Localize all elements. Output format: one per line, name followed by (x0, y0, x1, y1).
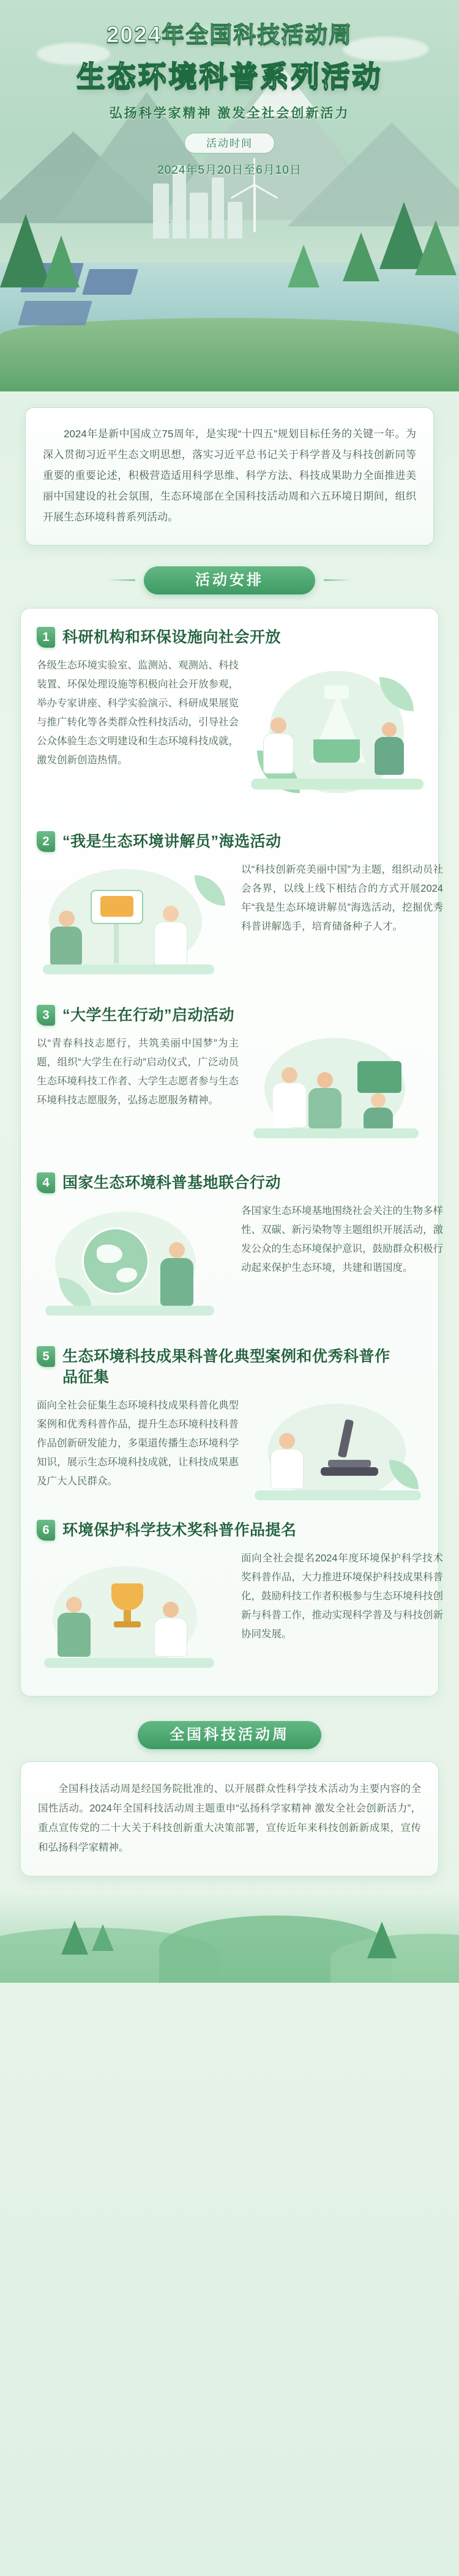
activity-body: 以“青春科技志愿行，共筑美丽中国梦”为主题，组织“大学生在行动”启动仪式，广泛动员生态环境科技工作者、大学生志愿者参与生态环境科技志愿服务，弘扬志愿服务精神。 (37, 1038, 239, 1106)
person-body (50, 927, 82, 966)
activity-number: 6 (37, 1520, 55, 1541)
building-shape (212, 177, 224, 239)
activity-time-text: 2024年5月20日至6月10日 (157, 164, 302, 177)
activity-header (37, 1005, 422, 1026)
activity-number: 5 (37, 1346, 55, 1367)
activity-title: 生态环境科技成果科普化典型案例和优秀科普作品征集 (62, 1348, 390, 1386)
tree-shape (92, 1924, 114, 1951)
section-title-week: 全国科技活动周 (138, 1721, 321, 1749)
building-shape (153, 183, 169, 239)
person-body (271, 1449, 304, 1489)
ground-line (44, 1658, 214, 1668)
activity-number: 1 (37, 627, 55, 648)
activity-item (37, 1005, 422, 1152)
tree-shape (343, 232, 379, 281)
ground-line (43, 964, 214, 974)
hero-title-block (0, 16, 459, 177)
activity-illustration (37, 863, 233, 985)
person-avatar (271, 717, 286, 733)
globe-land (97, 1245, 122, 1263)
activity-header (37, 831, 422, 852)
tree-shape (61, 1920, 88, 1955)
activity-title: “我是生态环境讲解员”海选活动 (62, 833, 282, 850)
activity-number: 2 (37, 831, 55, 852)
tree-shape (43, 235, 80, 287)
leaf-icon (195, 875, 225, 906)
ground-line (255, 1490, 421, 1500)
person-avatar (371, 1093, 386, 1108)
ground-line (251, 779, 424, 790)
page-title-line1: 2024年全国科技活动周 (106, 22, 353, 47)
activity-title: “大学生在行动”启动活动 (62, 1007, 235, 1024)
stand-pole (114, 924, 119, 963)
wind-turbine-icon (253, 183, 256, 232)
person-avatar (66, 1597, 82, 1613)
activity-body: 面向全社会征集生态环境科技成果科普化典型案例和优秀科普作品，提升生态环境科技科普作品创新研发能力，多渠道传播生态环境科学知识，展示生态环境科技成就，让科技成果惠及广大人民群众。 (37, 1400, 239, 1487)
activity-item (37, 1520, 443, 1673)
banner-board (357, 1061, 401, 1093)
activity-number: 4 (37, 1172, 55, 1193)
scoreboard-number (100, 896, 133, 917)
section-title-activities: 活动安排 (144, 566, 315, 594)
activities-panel (20, 608, 443, 1697)
person-body (375, 737, 404, 775)
activity-illustration (251, 659, 424, 805)
solar-panel-icon (82, 269, 138, 295)
activity-time-badge: 活动时间 (184, 133, 275, 154)
person-body (58, 1613, 91, 1657)
activity-illustration (250, 1034, 427, 1150)
flask-icon (324, 686, 349, 699)
hero-slogan: 弘扬科学家精神 激发全社会创新活力 (109, 106, 350, 120)
tree-shape (367, 1922, 397, 1958)
activity-body: 各级生态环境实验室、监测站、观测站、科技装置、环保处理设施等积极向社会开放参观，举办专家讲座、科学实验演示、科研成果展览与推广转化等各类群众性科技活动，引导社会公众体验生态文明建设和生态环境科技成就，激发创新创造热情。 (37, 660, 239, 766)
person-avatar (382, 722, 397, 737)
tree-shape (288, 245, 319, 287)
trophy-icon (124, 1610, 131, 1621)
footer-paragraph: 全国科技活动周是经国务院批准的、以开展群众性科学技术活动为主要内容的全国性活动。2024年全国科技活动周主题重申“弘扬科学家精神 激发全社会创新活力”，重点宣传党的二十大关于科技创新重大决策部署，宣传近年来科技创新新成果，宣传和弘扬科学家精神。 (38, 1783, 421, 1853)
activity-number: 3 (37, 1005, 55, 1026)
person-avatar (163, 906, 179, 922)
person-avatar (169, 1242, 185, 1258)
microscope-icon (328, 1460, 371, 1467)
activity-header (37, 1172, 422, 1193)
person-body (160, 1258, 193, 1306)
person-body (263, 733, 294, 774)
activity-item (37, 1346, 422, 1499)
person-avatar (279, 1433, 295, 1449)
ground-line (45, 1306, 214, 1316)
building-shape (228, 202, 242, 239)
person-body (308, 1088, 341, 1128)
person-body (273, 1083, 306, 1127)
activity-body: 面向全社会提名2024年度环境保护科学技术奖科普作品，大力推进环境保护科技成果科普化，鼓励科技工作者积极参与生态环境科技创新与科普工作，推动实现科学普及与科技创新协同发展。 (241, 1553, 443, 1640)
leaf-icon (389, 1460, 419, 1489)
activity-illustration (37, 1204, 233, 1327)
solar-panel-icon (18, 301, 92, 325)
activity-body: 以“科技创新亮美丽中国”为主题，组织动员社会各界，以线上线下相结合的方式开展2024年“我是生态环境讲解员”海选活动，挖掘优秀科普讲解选手，培育储备种子人才。 (241, 864, 443, 932)
person-body (364, 1108, 393, 1130)
activity-header (37, 1346, 422, 1388)
person-avatar (59, 911, 75, 927)
tree-shape (415, 220, 457, 275)
trophy-icon (114, 1621, 141, 1627)
activity-title: 科研机构和环保设施向社会开放 (62, 629, 282, 646)
activity-title: 国家生态环境科普基地联合行动 (62, 1174, 282, 1191)
activity-item (37, 1172, 443, 1325)
building-shape (190, 193, 208, 239)
activity-header (37, 627, 422, 648)
footer-panel (20, 1761, 439, 1876)
activity-item (37, 831, 443, 984)
trophy-icon (111, 1583, 143, 1610)
intro-card (25, 407, 434, 546)
activity-item (37, 627, 422, 810)
person-avatar (317, 1072, 333, 1088)
activity-header (37, 1520, 422, 1541)
activity-illustration (37, 1556, 233, 1679)
person-body (154, 922, 187, 966)
page-title-line2: 生态环境科普系列活动 (76, 60, 382, 92)
flask-liquid (313, 739, 360, 763)
activity-body: 各国家生态环境基地围绕社会关注的生物多样性、双碳、新污染物等主题组织开展活动，激发公众的生态环境保护意识，鼓励群众积极行动起来保护生态环境，共建和谐国度。 (241, 1205, 443, 1273)
person-avatar (282, 1067, 297, 1083)
bottom-decoration (0, 1891, 459, 1983)
person-body (154, 1618, 187, 1657)
activity-title: 环境保护科学技术奖科普作品提名 (62, 1522, 297, 1539)
ground-line (253, 1128, 419, 1138)
intro-paragraph: 2024年是新中国成立75周年，是实现“十四五”规划目标任务的关键一年。为深入贯彻习近平生态文明思想，落实习近平总书记关于科学普及与科技创新同等重要的重要论述，积极营造适用科学思维、科学方法、科技成果助力全面推进美丽中国建设的社会氛围，生态环境部在全国科技活动周和六五环境日期间，组织开展生态环境科普系列活动。 (43, 428, 416, 523)
person-avatar (163, 1602, 179, 1618)
microscope-icon (321, 1467, 378, 1476)
grass-ground (0, 318, 459, 391)
hero-banner (0, 0, 459, 391)
activity-illustration (250, 1401, 427, 1511)
